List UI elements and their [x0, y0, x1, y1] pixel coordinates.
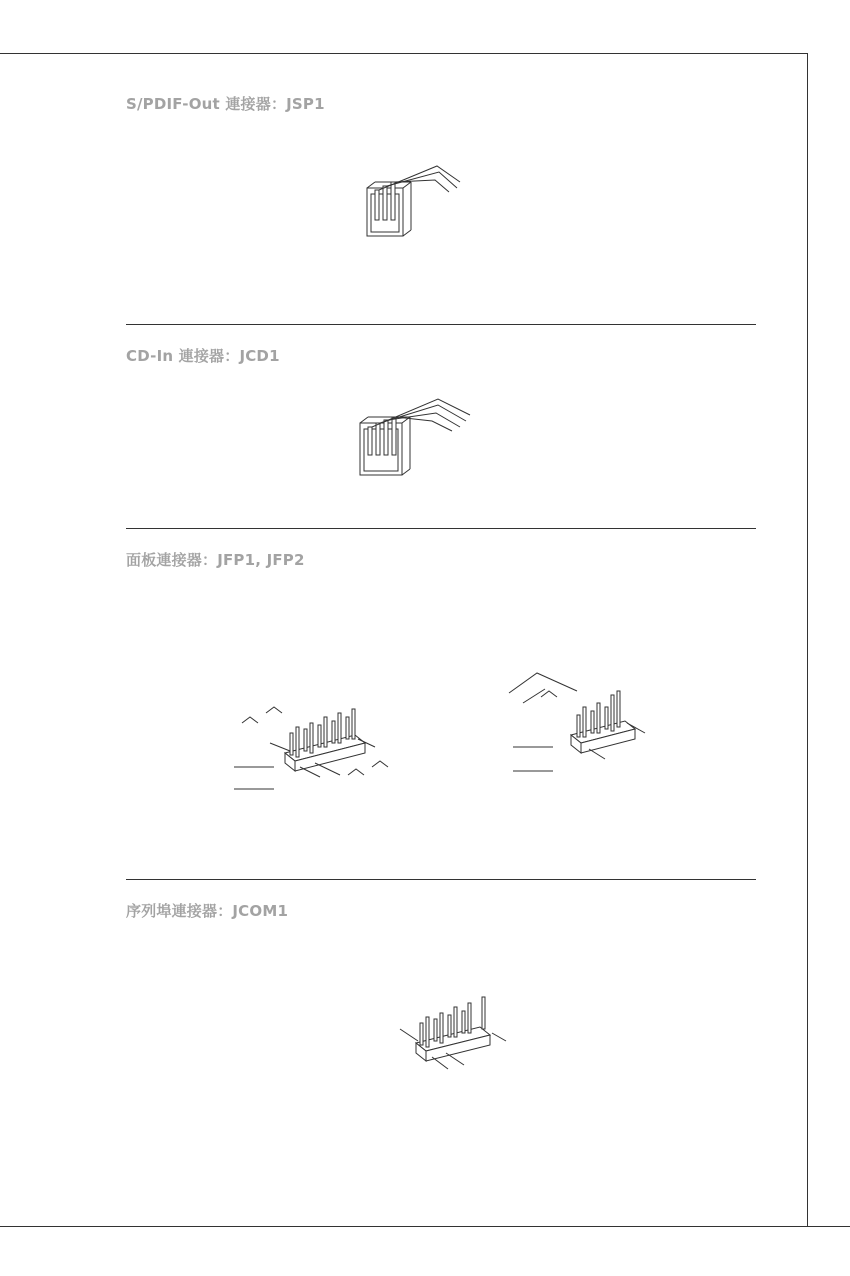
jcom1-connector-diagram [398, 995, 513, 1075]
front-panel-heading: 面板連接器：JFP1, JFP2 [126, 551, 305, 569]
jfp2-connector-diagram [505, 665, 655, 780]
section-divider [126, 324, 756, 325]
jfp1-connector-diagram [230, 695, 400, 805]
page-frame-top [0, 53, 808, 54]
serial-port-heading: 序列埠連接器：JCOM1 [126, 902, 289, 920]
page-frame-bottom [0, 1226, 850, 1227]
cdin-heading: CD-In 連接器：JCD1 [126, 347, 280, 365]
jcd1-connector-diagram [358, 395, 478, 480]
page-frame-right [807, 53, 808, 1226]
jsp1-connector-diagram [365, 160, 470, 240]
section-divider [126, 879, 756, 880]
spdif-heading: S/PDIF-Out 連接器：JSP1 [126, 95, 325, 113]
section-divider [126, 528, 756, 529]
